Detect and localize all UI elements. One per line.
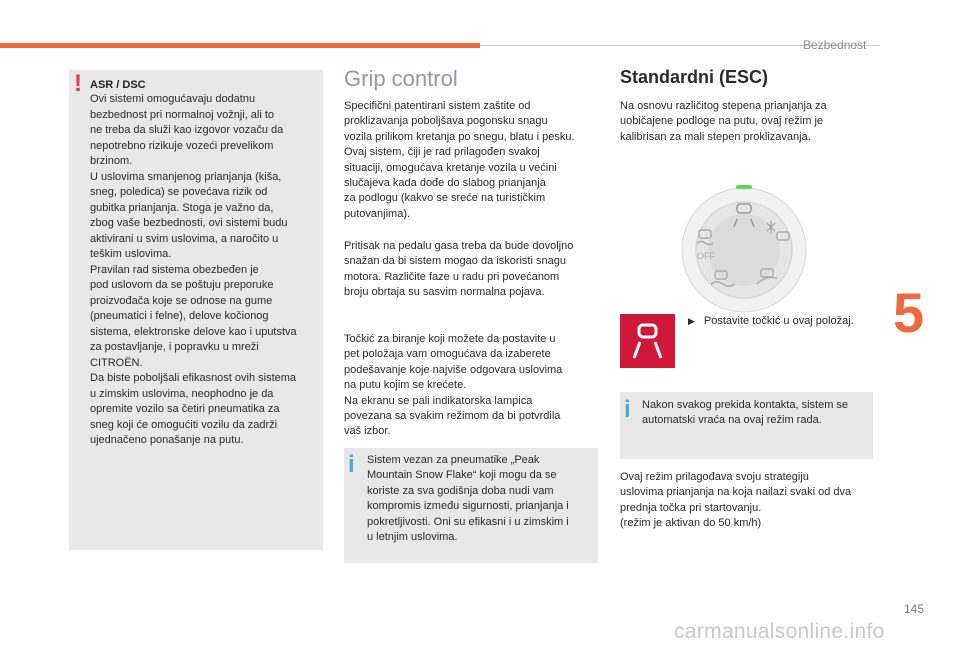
info-icon: i [348, 451, 355, 478]
esc-heading: Standardni (ESC) [620, 67, 769, 87]
grip-control-column [344, 68, 604, 90]
bullet-arrow-icon: ▶ [688, 316, 695, 326]
grip-control-paragraph-3: Točkić za biranje koji možete da postavite u pet položaja vam omogućava da izaberete podešavanje koje najviše odgovara uslovima na putu kojim se krećete. Na ekranu se pali indikatorska lampica povezana sa svakim režimom da bi potvrdila vaš izbor. [344, 333, 563, 438]
dial-active-indicator [736, 185, 752, 189]
grip-info-text: Sistem vezan za pneumatike „Peak Mountain Snow Flake“ koji mogu da se koriste za sva godišnja doba nudi vam kompromis između sigurnosti, prianjanja i pokretljivosti. Oni su efikasni i u zimskim i u letnjim uslovima. [367, 454, 569, 544]
dial-instruction [688, 314, 854, 329]
grip-control-paragraph-1: Specifični patentirani sistem zaštite od proklizavanja poboljšava pogonsku snagu vozila prilikom kretanja po snegu, blatu i pesku. Ovaj sistem, čiji je rad prilagođen svakoj situaciji, omogućava kretanje vozila u većini slučajeva kada dođe do slabog prianjanja za podlogu (kakvo se sreće na turističkim putovanjima). [344, 100, 575, 220]
grip-control-paragraph-2: Pritisak na pedalu gasa treba da bude dovoljno snažan da bi sistem mogao da iskoristi snagu motora. Različite faze u radu pri povećanom broju obrtaja su sasvim normalna pojava. [344, 240, 574, 299]
watermark: carmanualsonline.info [674, 620, 885, 643]
exclamation-icon: ! [74, 70, 82, 97]
warning-box [69, 70, 323, 550]
mode-selector-dial [679, 185, 809, 315]
warning-title: ASR / DSC [90, 79, 146, 91]
esc-info-text: Nakon svakog prekida kontakta, sistem se automatski vraća na ovaj režim rada. [642, 399, 849, 427]
instruction-text: Postavite točkić u ovaj položaj. [703, 315, 854, 327]
page-number: 145 [904, 602, 925, 616]
esc-paragraph-2: Ovaj režim prilagođava svoju strategiju uslovima prianjanja na koja nailazi svaki od dva prednja točka pri startovanju. (režim je aktivan do 50 km/h) [620, 471, 852, 530]
section-title: Bezbednost [803, 38, 867, 52]
car-traction-icon [620, 314, 675, 368]
esc-column [620, 68, 880, 86]
header-accent-bar [0, 43, 480, 48]
chapter-number: 5 [893, 281, 925, 344]
esc-paragraph-1: Na osnovu različitog stepena prianjanja za uobičajene podloge na putu, ovaj režim je kalibrisan za mali stepen proklizavanja. [620, 100, 827, 143]
info-icon: i [624, 396, 631, 423]
standard-mode-indicator [620, 314, 675, 368]
warning-text: Ovi sistemi omogućavaju dodatnu bezbednost pri normalnoj vožnji, ali to ne treba da služi kao izgovor vozaču da nepotrebno rizikuje vozeći prevelikom brzinom. U uslovima smanjenog prianjanja (kiša, sneg, poledica) se povećava rizik od gubitka prianjanja. Stoga je važno da, zbog vaše bezbednosti, ovi sistemi budu aktivirani u svim uslovima, a naročito u teškim uslovima. Pravilan rad sistema obezbeđen je pod uslovom da se poštuju preporuke proizvođača koje se odnose na gume (pneumatici i felne), delove kočionog sistema, elektronske delove kao i uputstva za postavljanje, i popravku u mreži CITROËN. Da biste poboljšali efikasnost ovih sistema u zimskim uslovima, neophodno je da opremite vozilo sa četiri pneumatika za sneg koji će omogućiti vozilu da zadrži ujednačeno ponašanje na putu. [90, 93, 297, 446]
grip-control-heading: Grip control [344, 66, 458, 91]
dial-off-label: OFF [697, 251, 715, 261]
